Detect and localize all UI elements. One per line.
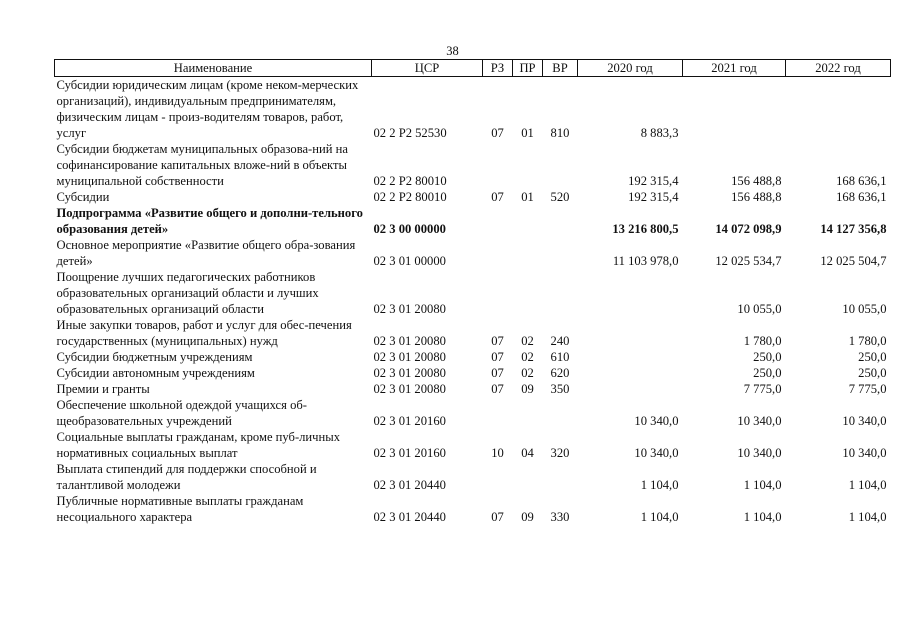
row-pr bbox=[513, 205, 543, 237]
row-pr: 02 bbox=[521, 366, 534, 380]
row-value-2022: 14 127 356,8 bbox=[820, 222, 887, 236]
header-2020: 2020 год bbox=[578, 60, 683, 77]
table-row bbox=[55, 189, 891, 205]
table-row bbox=[55, 397, 891, 429]
row-pr bbox=[513, 141, 543, 189]
row-value-2021: 10 340,0 bbox=[737, 414, 782, 428]
row-value-2022: 1 104,0 bbox=[848, 510, 887, 524]
row-value-2021: 1 780,0 bbox=[743, 334, 782, 348]
page-number: 38 bbox=[446, 44, 459, 58]
row-csr: 02 3 01 20080 bbox=[373, 382, 446, 396]
row-vr: 350 bbox=[550, 382, 570, 396]
row-value-2021: 250,0 bbox=[753, 366, 782, 380]
row-value-2020: 1 104,0 bbox=[640, 510, 679, 524]
row-value-2022: 168 636,1 bbox=[836, 174, 887, 188]
row-vr: 520 bbox=[550, 190, 570, 204]
row-value-2020 bbox=[578, 269, 683, 317]
row-value-2022: 10 340,0 bbox=[842, 414, 887, 428]
row-name: Подпрограмма «Развитие общего и дополни-тельного образования детей» bbox=[56, 206, 363, 236]
row-value-2022: 1 780,0 bbox=[848, 334, 887, 348]
row-csr: 02 2 Р2 80010 bbox=[373, 174, 447, 188]
row-name: Выплата стипендий для поддержки способной и талантливой молодежи bbox=[56, 462, 317, 492]
row-value-2020 bbox=[578, 365, 683, 381]
row-rz: 07 bbox=[491, 334, 504, 348]
row-rz: 07 bbox=[491, 126, 504, 140]
row-value-2021: 1 104,0 bbox=[743, 510, 782, 524]
table-row bbox=[55, 269, 891, 317]
header-rz: РЗ bbox=[483, 60, 513, 77]
row-value-2020 bbox=[578, 381, 683, 397]
row-name: Субсидии юридическим лицам (кроме неком-мерческих организаций), индивидуальным предпринимателям, физическим лицам - произ-водителям товаров, работ, услуг bbox=[56, 78, 359, 140]
row-value-2021: 10 340,0 bbox=[737, 446, 782, 460]
row-vr: 330 bbox=[550, 510, 570, 524]
header-vr: ВР bbox=[543, 60, 578, 77]
row-csr: 02 2 Р2 52530 bbox=[373, 126, 447, 140]
table-body bbox=[55, 77, 891, 526]
row-rz bbox=[483, 141, 513, 189]
header-2021: 2021 год bbox=[683, 60, 786, 77]
row-csr: 02 3 01 00000 bbox=[373, 254, 446, 268]
row-csr: 02 3 01 20080 bbox=[373, 334, 446, 348]
row-pr: 04 bbox=[521, 446, 534, 460]
table-row bbox=[55, 381, 891, 397]
row-value-2020: 192 315,4 bbox=[628, 174, 679, 188]
row-value-2020: 10 340,0 bbox=[634, 446, 679, 460]
row-rz: 07 bbox=[491, 510, 504, 524]
row-name: Субсидии bbox=[56, 190, 110, 204]
row-name: Публичные нормативные выплаты гражданам несоциального характера bbox=[56, 494, 304, 524]
row-csr: 02 3 01 20160 bbox=[373, 446, 446, 460]
row-vr: 810 bbox=[550, 126, 570, 140]
row-value-2021 bbox=[683, 77, 786, 142]
table-row bbox=[55, 317, 891, 349]
row-name: Субсидии бюджетным учреждениям bbox=[56, 350, 253, 364]
row-rz: 07 bbox=[491, 190, 504, 204]
row-name: Основное мероприятие «Развитие общего обра-зования детей» bbox=[56, 238, 356, 268]
row-csr: 02 3 01 20080 bbox=[373, 302, 446, 316]
row-value-2022: 10 340,0 bbox=[842, 446, 887, 460]
row-value-2021: 14 072 098,9 bbox=[715, 222, 782, 236]
row-name: Поощрение лучших педагогических работников образовательных организаций области и лучших образовательных организаций области bbox=[56, 270, 319, 316]
row-value-2021: 156 488,8 bbox=[731, 190, 782, 204]
table-row bbox=[55, 141, 891, 189]
row-value-2020: 1 104,0 bbox=[640, 478, 679, 492]
row-value-2020: 8 883,3 bbox=[640, 126, 679, 140]
row-value-2021: 156 488,8 bbox=[731, 174, 782, 188]
row-csr: 02 3 01 20160 bbox=[373, 414, 446, 428]
row-pr bbox=[513, 269, 543, 317]
row-value-2020 bbox=[578, 349, 683, 365]
row-value-2022 bbox=[786, 77, 891, 142]
row-value-2022: 1 104,0 bbox=[848, 478, 887, 492]
row-value-2020: 192 315,4 bbox=[628, 190, 679, 204]
table-header bbox=[55, 60, 891, 77]
row-value-2020: 13 216 800,5 bbox=[612, 222, 679, 236]
row-rz: 07 bbox=[491, 366, 504, 380]
row-value-2021: 1 104,0 bbox=[743, 478, 782, 492]
row-vr bbox=[543, 269, 578, 317]
row-rz bbox=[483, 237, 513, 269]
row-csr: 02 3 01 20440 bbox=[373, 478, 446, 492]
header-pr: ПР bbox=[513, 60, 543, 77]
row-value-2022: 7 775,0 bbox=[848, 382, 887, 396]
row-csr: 02 3 01 20440 bbox=[373, 510, 446, 524]
row-vr bbox=[543, 397, 578, 429]
row-rz bbox=[483, 461, 513, 493]
row-pr: 09 bbox=[521, 382, 534, 396]
row-rz bbox=[483, 205, 513, 237]
row-value-2020: 11 103 978,0 bbox=[612, 254, 679, 268]
header-csr: ЦСР bbox=[372, 60, 483, 77]
row-value-2022: 250,0 bbox=[858, 366, 887, 380]
row-pr bbox=[513, 397, 543, 429]
row-value-2020 bbox=[578, 317, 683, 349]
row-vr: 610 bbox=[550, 350, 570, 364]
row-value-2021: 250,0 bbox=[753, 350, 782, 364]
row-csr: 02 3 01 20080 bbox=[373, 366, 446, 380]
row-vr bbox=[543, 141, 578, 189]
table-row bbox=[55, 349, 891, 365]
row-rz: 07 bbox=[491, 350, 504, 364]
budget-table bbox=[54, 59, 891, 525]
row-value-2022: 250,0 bbox=[858, 350, 887, 364]
row-pr: 02 bbox=[521, 334, 534, 348]
row-pr: 09 bbox=[521, 510, 534, 524]
row-value-2022: 168 636,1 bbox=[836, 190, 887, 204]
row-csr: 02 3 00 00000 bbox=[373, 222, 446, 236]
header-2022: 2022 год bbox=[786, 60, 891, 77]
row-vr: 620 bbox=[550, 366, 570, 380]
table-row bbox=[55, 429, 891, 461]
row-name: Субсидии бюджетам муниципальных образова-ний на софинансирование капитальных вложе-ний в объекты муниципальной собственности bbox=[56, 142, 348, 188]
row-vr: 320 bbox=[550, 446, 570, 460]
row-pr: 02 bbox=[521, 350, 534, 364]
row-rz bbox=[483, 269, 513, 317]
row-value-2022: 10 055,0 bbox=[842, 302, 887, 316]
row-rz: 07 bbox=[491, 382, 504, 396]
row-name: Субсидии автономным учреждениям bbox=[56, 366, 255, 380]
row-value-2021: 10 055,0 bbox=[737, 302, 782, 316]
row-rz: 10 bbox=[491, 446, 504, 460]
row-name: Премии и гранты bbox=[56, 382, 150, 396]
row-vr: 240 bbox=[550, 334, 570, 348]
row-pr: 01 bbox=[521, 126, 534, 140]
row-csr: 02 2 Р2 80010 bbox=[373, 190, 447, 204]
table-row bbox=[55, 493, 891, 525]
table-row bbox=[55, 237, 891, 269]
row-rz bbox=[483, 397, 513, 429]
row-pr bbox=[513, 461, 543, 493]
row-name: Иные закупки товаров, работ и услуг для обес-печения государственных (муниципальных) нужд bbox=[56, 318, 352, 348]
row-pr bbox=[513, 237, 543, 269]
table-row bbox=[55, 365, 891, 381]
row-value-2021: 12 025 534,7 bbox=[715, 254, 782, 268]
row-vr bbox=[543, 461, 578, 493]
table-row bbox=[55, 205, 891, 237]
row-pr: 01 bbox=[521, 190, 534, 204]
row-csr: 02 3 01 20080 bbox=[373, 350, 446, 364]
header-name: Наименование bbox=[55, 60, 372, 77]
row-vr bbox=[543, 237, 578, 269]
table-row bbox=[55, 77, 891, 142]
row-name: Социальные выплаты гражданам, кроме пуб-личных нормативных социальных выплат bbox=[56, 430, 341, 460]
table-row bbox=[55, 461, 891, 493]
row-value-2022: 12 025 504,7 bbox=[820, 254, 887, 268]
row-vr bbox=[543, 205, 578, 237]
row-name: Обеспечение школьной одеждой учащихся об-щеобразовательных учреждений bbox=[56, 398, 307, 428]
row-value-2021: 7 775,0 bbox=[743, 382, 782, 396]
row-value-2020: 10 340,0 bbox=[634, 414, 679, 428]
